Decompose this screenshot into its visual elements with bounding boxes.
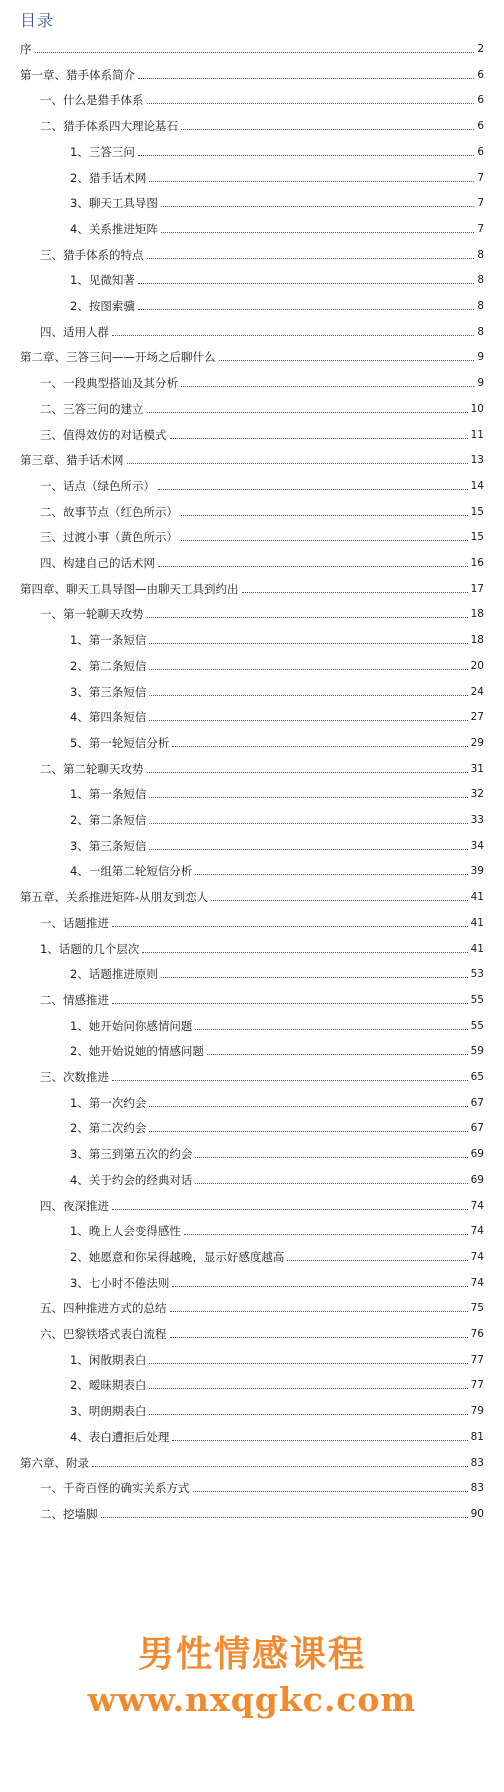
toc-entry[interactable] bbox=[70, 1376, 484, 1392]
toc-entry-title: 2、话题推进原则 bbox=[70, 967, 158, 982]
toc-entry[interactable] bbox=[70, 271, 484, 287]
toc-entry[interactable] bbox=[40, 1325, 484, 1341]
toc-entry[interactable] bbox=[40, 1299, 484, 1315]
toc-entry-page: 8 bbox=[477, 274, 484, 287]
toc-leader-dots bbox=[149, 643, 467, 644]
toc-entry[interactable] bbox=[70, 1402, 484, 1418]
toc-entry[interactable] bbox=[40, 426, 484, 442]
toc-entry[interactable] bbox=[70, 1119, 484, 1135]
toc-leader-dots bbox=[195, 1029, 467, 1030]
toc-entry[interactable] bbox=[40, 477, 484, 493]
toc-entry[interactable] bbox=[40, 246, 484, 262]
toc-entry-title: 1、闲散期表白 bbox=[70, 1352, 147, 1367]
toc-entry[interactable] bbox=[40, 760, 484, 776]
toc-entry-page: 6 bbox=[477, 68, 484, 81]
toc-entry-title: 三、值得效仿的对话模式 bbox=[40, 427, 167, 442]
toc-entry-page: 39 bbox=[470, 865, 484, 878]
toc-entry-title: 1、第一条短信 bbox=[70, 633, 147, 648]
toc-entry-title: 2、暧昧期表白 bbox=[70, 1378, 147, 1393]
toc-entry-title: 1、三答三问 bbox=[70, 144, 135, 159]
toc-entry-title: 4、一组第二轮短信分析 bbox=[70, 864, 193, 879]
toc-entry-page: 74 bbox=[470, 1199, 484, 1212]
toc-entry-title: 4、关系推进矩阵 bbox=[70, 221, 158, 236]
toc-entry[interactable] bbox=[40, 374, 484, 390]
toc-entry[interactable] bbox=[70, 220, 484, 236]
toc-entry-title: 三、过渡小事（黄色所示） bbox=[40, 530, 178, 545]
toc-entry-title: 2、按图索骥 bbox=[70, 299, 135, 313]
toc-entry[interactable] bbox=[20, 580, 484, 596]
toc-entry-title: 二、挖墙脚 bbox=[40, 1506, 98, 1521]
toc-entry-page: 16 bbox=[470, 557, 484, 569]
toc-entry-title: 一、千奇百怪的确实关系方式 bbox=[40, 1481, 190, 1496]
toc-leader-dots bbox=[207, 1054, 468, 1055]
toc-entry-page: 53 bbox=[470, 968, 484, 981]
toc-entry-title: 一、话点（绿色所示） bbox=[40, 478, 155, 493]
toc-leader-dots bbox=[127, 463, 468, 464]
toc-entry[interactable] bbox=[70, 708, 484, 724]
toc-entry-page: 6 bbox=[477, 94, 484, 107]
toc-leader-dots bbox=[181, 515, 468, 516]
toc-entry[interactable] bbox=[70, 1094, 484, 1110]
toc-entry[interactable] bbox=[70, 785, 484, 801]
toc-leader-dots bbox=[149, 695, 467, 696]
toc-entry-page: 29 bbox=[470, 736, 484, 749]
toc-entry-title: 第五章、关系推进矩阵-从朋友到恋人 bbox=[20, 890, 209, 905]
watermark-url: www.nxqgkc.com bbox=[87, 1680, 417, 1719]
toc-leader-dots bbox=[161, 206, 474, 207]
toc-entry-page: 7 bbox=[477, 197, 484, 210]
toc-entry-title: 二、情感推进 bbox=[40, 992, 109, 1007]
toc-entry-page: 32 bbox=[470, 788, 484, 801]
toc-entry-title: 第四章、聊天工具导图—由聊天工具到约出 bbox=[20, 581, 239, 596]
toc-leader-dots bbox=[92, 1466, 468, 1467]
toc-leader-dots bbox=[149, 181, 474, 182]
toc-entry-title: 2、第二条短信 bbox=[70, 813, 147, 827]
toc-entry-title: 3、第三条短信 bbox=[70, 684, 147, 699]
toc-entry-title: 2、猎手话术网 bbox=[70, 170, 147, 185]
toc-entry-title: 3、七小时不倦法则 bbox=[70, 1275, 170, 1290]
toc-entry-title: 5、第一轮短信分析 bbox=[70, 735, 170, 750]
toc-entry[interactable] bbox=[20, 1454, 484, 1470]
toc-entry-page: 74 bbox=[470, 1250, 484, 1263]
toc-entry[interactable] bbox=[70, 1222, 484, 1238]
toc-leader-dots bbox=[149, 720, 467, 721]
toc-leader-dots bbox=[170, 1337, 468, 1338]
toc-leader-dots bbox=[158, 489, 468, 490]
toc-leader-dots bbox=[195, 1157, 467, 1158]
toc-entry[interactable] bbox=[70, 734, 484, 750]
toc-entry[interactable] bbox=[40, 91, 484, 107]
toc-leader-dots bbox=[172, 746, 467, 747]
toc-entry-page: 83 bbox=[470, 1482, 484, 1495]
toc-entry-title: 四、适用人群 bbox=[40, 324, 109, 339]
toc-entry-page: 75 bbox=[470, 1302, 484, 1315]
toc-entry-title: 第三章、猎手话术网 bbox=[20, 453, 124, 468]
toc-leader-dots bbox=[195, 874, 467, 875]
toc-leader-dots bbox=[184, 1234, 468, 1235]
toc-leader-dots bbox=[195, 1183, 467, 1184]
toc-entry-page: 74 bbox=[470, 1276, 484, 1289]
toc-leader-dots bbox=[172, 1286, 467, 1287]
toc-entry-page: 41 bbox=[470, 916, 484, 929]
toc-entry-title: 一、话题推进 bbox=[40, 915, 109, 930]
toc-entry-page: 41 bbox=[470, 891, 484, 904]
toc-leader-dots bbox=[149, 797, 467, 798]
toc-leader-dots bbox=[138, 78, 474, 79]
toc-leader-dots bbox=[170, 438, 468, 439]
toc-entry[interactable] bbox=[40, 400, 484, 416]
toc-entry-page: 79 bbox=[470, 1405, 484, 1418]
toc-entry[interactable] bbox=[40, 1068, 484, 1084]
toc-leader-dots bbox=[161, 977, 468, 978]
toc-entry-title: 一、一段典型搭讪及其分析 bbox=[40, 376, 178, 391]
toc-entry[interactable] bbox=[40, 117, 484, 133]
toc-entry-title: 2、她愿意和你呆得越晚，显示好感度越高 bbox=[70, 1249, 285, 1264]
toc-entry-page: 6 bbox=[477, 145, 484, 158]
toc-leader-dots bbox=[193, 1491, 468, 1492]
toc-entry[interactable] bbox=[40, 1505, 484, 1521]
toc-entry-page: 67 bbox=[470, 1096, 484, 1109]
toc-entry-title: 三、猎手体系的特点 bbox=[40, 247, 144, 262]
toc-entry-page: 67 bbox=[470, 1122, 484, 1135]
toc-entry-page: 41 bbox=[470, 942, 484, 955]
toc-entry-page: 77 bbox=[470, 1353, 484, 1366]
toc-leader-dots bbox=[211, 900, 467, 901]
toc-entry-title: 五、四种推进方式的总结 bbox=[40, 1301, 167, 1316]
toc-entry-page: 11 bbox=[470, 428, 484, 441]
toc-entry-page: 7 bbox=[477, 222, 484, 235]
toc-entry[interactable] bbox=[20, 66, 484, 82]
toc-entry[interactable] bbox=[70, 1274, 484, 1290]
toc-entry-page: 9 bbox=[477, 351, 484, 364]
toc-entry-page: 2 bbox=[477, 43, 484, 55]
toc-entry[interactable] bbox=[70, 1248, 484, 1264]
toc-leader-dots bbox=[112, 1209, 468, 1210]
toc-entry-page: 90 bbox=[470, 1507, 484, 1520]
toc-entry-page: 59 bbox=[470, 1045, 484, 1058]
toc-entry-title: 1、她开始问你感情问题 bbox=[70, 1018, 193, 1033]
toc-leader-dots bbox=[170, 1311, 468, 1312]
toc-entry-title: 二、三答三问的建立 bbox=[40, 401, 144, 416]
toc-entry[interactable] bbox=[70, 657, 484, 673]
toc-leader-dots bbox=[149, 1106, 467, 1107]
toc-leader-dots bbox=[138, 309, 474, 310]
toc-entry[interactable] bbox=[40, 323, 484, 339]
toc-entry-page: 8 bbox=[477, 300, 484, 312]
toc-entry[interactable] bbox=[20, 348, 484, 364]
toc-entry-title: 2、第二次约会 bbox=[70, 1121, 147, 1136]
toc-leader-dots bbox=[138, 283, 474, 284]
toc-entry-page: 33 bbox=[470, 814, 484, 826]
toc-entry-page: 8 bbox=[477, 248, 484, 261]
toc-entry[interactable] bbox=[40, 1479, 484, 1495]
toc-entry[interactable] bbox=[70, 811, 484, 827]
toc-entry-title: 2、她开始说她的情感问题 bbox=[70, 1044, 204, 1059]
toc-leader-dots bbox=[149, 669, 467, 670]
toc-entry[interactable] bbox=[40, 503, 484, 519]
toc-leader-dots bbox=[158, 566, 468, 567]
toc-leader-dots bbox=[142, 952, 467, 953]
toc-leader-dots bbox=[161, 232, 474, 233]
toc-leader-dots bbox=[149, 849, 467, 850]
toc-entry-page: 9 bbox=[477, 377, 484, 390]
toc-entry-page: 24 bbox=[470, 685, 484, 698]
toc-leader-dots bbox=[181, 129, 474, 130]
toc-entry[interactable] bbox=[40, 605, 484, 621]
toc-entry[interactable] bbox=[70, 1171, 484, 1187]
toc-leader-dots bbox=[181, 386, 474, 387]
toc-entry[interactable] bbox=[40, 940, 484, 956]
toc-leader-dots bbox=[112, 926, 468, 927]
toc-entry-page: 27 bbox=[470, 711, 484, 724]
watermark-title: 男性情感课程 bbox=[137, 1633, 366, 1675]
toc-leader-dots bbox=[181, 540, 468, 541]
toc-entry-title: 四、构建自己的话术网 bbox=[40, 556, 155, 570]
toc-entry-title: 3、聊天工具导图 bbox=[70, 196, 158, 211]
toc-heading: 目录 bbox=[20, 11, 55, 30]
toc-leader-dots bbox=[219, 360, 475, 361]
toc-entry[interactable] bbox=[70, 837, 484, 853]
toc-entry-title: 1、第一次约会 bbox=[70, 1095, 147, 1110]
toc-entry-page: 69 bbox=[470, 1173, 484, 1186]
toc-entry[interactable] bbox=[70, 1351, 484, 1367]
toc-entry-page: 20 bbox=[470, 659, 484, 672]
toc-leader-dots bbox=[242, 592, 468, 593]
toc-entry-page: 15 bbox=[470, 505, 484, 518]
toc-leader-dots bbox=[112, 1080, 468, 1081]
toc-entry-title: 二、故事节点（红色所示） bbox=[40, 504, 178, 519]
toc-entry-page: 55 bbox=[470, 993, 484, 1006]
toc-leader-dots bbox=[149, 1363, 467, 1364]
toc-entry[interactable] bbox=[20, 451, 484, 467]
toc-entry-page: 55 bbox=[470, 1019, 484, 1032]
toc-leader-dots bbox=[149, 823, 467, 824]
toc-entry[interactable] bbox=[70, 965, 484, 981]
toc-entry[interactable] bbox=[20, 40, 484, 56]
toc-entry-page: 74 bbox=[470, 1225, 484, 1238]
toc-entry-page: 69 bbox=[470, 1148, 484, 1161]
toc-entry-page: 81 bbox=[470, 1430, 484, 1443]
toc-leader-dots bbox=[149, 1131, 467, 1132]
toc-entry[interactable] bbox=[70, 1042, 484, 1058]
toc-leader-dots bbox=[147, 412, 468, 413]
toc-entry[interactable] bbox=[40, 1197, 484, 1213]
toc-entry-page: 34 bbox=[470, 839, 484, 852]
toc-leader-dots bbox=[101, 1517, 468, 1518]
toc-entry-title: 第一章、猎手体系简介 bbox=[20, 67, 135, 82]
toc-entry[interactable] bbox=[20, 888, 484, 904]
toc-entry[interactable] bbox=[70, 297, 484, 313]
toc-entry[interactable] bbox=[70, 169, 484, 185]
toc-entry-title: 4、第四条短信 bbox=[70, 710, 147, 725]
toc-entry-title: 四、夜深推进 bbox=[40, 1198, 109, 1213]
toc-entry-page: 83 bbox=[470, 1456, 484, 1469]
toc-entry[interactable] bbox=[40, 554, 484, 570]
toc-entry-page: 17 bbox=[470, 582, 484, 595]
toc-leader-dots bbox=[112, 335, 474, 336]
toc-entry-page: 15 bbox=[470, 531, 484, 544]
toc-entry-page: 13 bbox=[470, 454, 484, 467]
toc-entry-page: 6 bbox=[477, 120, 484, 133]
toc-entry-title: 二、第二轮聊天攻势 bbox=[40, 761, 144, 776]
toc-entry-title: 一、第一轮聊天攻势 bbox=[40, 607, 144, 622]
toc-entry-page: 10 bbox=[470, 402, 484, 415]
toc-leader-dots bbox=[112, 1003, 468, 1004]
toc-leader-dots bbox=[149, 1414, 467, 1415]
toc-leader-dots bbox=[35, 52, 475, 53]
toc-leader-dots bbox=[147, 772, 468, 773]
toc-entry[interactable] bbox=[70, 862, 484, 878]
toc-entry-title: 二、猎手体系四大理论基石 bbox=[40, 119, 178, 134]
toc-leader-dots bbox=[287, 1260, 467, 1261]
toc-leader-dots bbox=[149, 1388, 467, 1389]
toc-entry-page: 18 bbox=[470, 608, 484, 621]
toc-entry-title: 第二章、三答三问——开场之后聊什么 bbox=[20, 350, 216, 365]
toc-entry[interactable] bbox=[70, 1145, 484, 1161]
toc-entry-title: 1、第一条短信 bbox=[70, 787, 147, 802]
toc-entry-page: 31 bbox=[470, 762, 484, 775]
toc-entry-title: 4、关于约会的经典对话 bbox=[70, 1172, 193, 1187]
toc-leader-dots bbox=[147, 103, 475, 104]
toc-entry-page: 77 bbox=[470, 1379, 484, 1392]
toc-entry[interactable] bbox=[40, 914, 484, 930]
toc-entry[interactable] bbox=[70, 194, 484, 210]
toc-entry-page: 18 bbox=[470, 634, 484, 647]
toc-entry-title: 3、明朗期表白 bbox=[70, 1404, 147, 1419]
toc-entry-page: 65 bbox=[470, 1071, 484, 1083]
toc-entry[interactable] bbox=[70, 143, 484, 159]
toc-entry[interactable] bbox=[70, 683, 484, 699]
toc-entry-title: 一、什么是猎手体系 bbox=[40, 93, 144, 108]
toc-entry[interactable] bbox=[70, 631, 484, 647]
toc-entry[interactable] bbox=[40, 528, 484, 544]
toc-entry-title: 1、晚上人会变得感性 bbox=[70, 1224, 181, 1239]
toc-leader-dots bbox=[172, 1440, 467, 1441]
toc-entry-title: 3、第三到第五次的约会 bbox=[70, 1147, 193, 1162]
toc-entry-title: 三、次数推进 bbox=[40, 1070, 109, 1084]
toc-leader-dots bbox=[138, 155, 474, 156]
toc-leader-dots bbox=[147, 617, 468, 618]
toc-entry-page: 76 bbox=[470, 1328, 484, 1340]
toc-entry-title: 1、话题的几个层次 bbox=[40, 941, 140, 956]
toc-entry-title: 第六章、附录 bbox=[20, 1455, 89, 1470]
toc-entry-title: 3、第三条短信 bbox=[70, 838, 147, 853]
toc-entry-title: 4、表白遭拒后处理 bbox=[70, 1429, 170, 1444]
toc-entry[interactable] bbox=[40, 991, 484, 1007]
toc-entry[interactable] bbox=[70, 1017, 484, 1033]
toc-entry[interactable] bbox=[70, 1428, 484, 1444]
toc-entry-title: 序 bbox=[20, 42, 32, 56]
toc-entry-page: 7 bbox=[477, 171, 484, 184]
toc-entry-title: 2、第二条短信 bbox=[70, 658, 147, 673]
toc-leader-dots bbox=[147, 258, 475, 259]
toc-entry-title: 1、见微知著 bbox=[70, 273, 135, 288]
toc-entry-page: 8 bbox=[477, 325, 484, 338]
toc-entry-page: 14 bbox=[470, 479, 484, 492]
toc-entry-title: 六、巴黎铁塔式表白流程 bbox=[40, 1327, 167, 1341]
